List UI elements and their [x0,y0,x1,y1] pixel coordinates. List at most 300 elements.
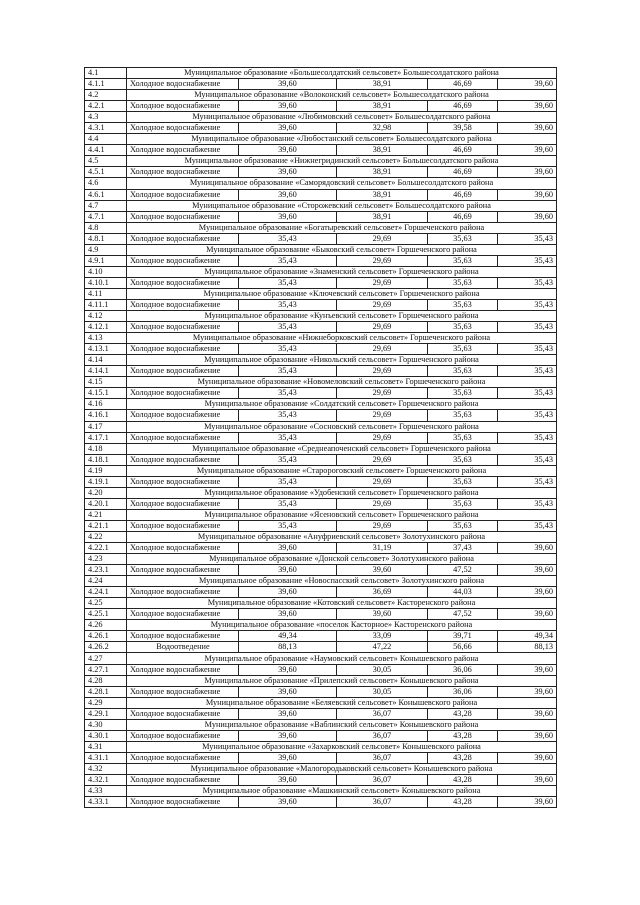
row-number: 4.17.1 [85,432,127,443]
section-number: 4.13 [85,333,127,344]
section-number: 4.20 [85,487,127,498]
section-row [85,443,557,454]
tariff-value: 38,91 [337,145,428,156]
section-row [85,377,557,388]
section-row [85,465,557,476]
tariff-value: 39,60 [498,211,557,222]
tariff-value: 43,28 [428,752,498,763]
tariff-value: 43,28 [428,730,498,741]
tariff-value: 46,69 [428,101,498,112]
tariff-value: 88,13 [239,642,337,653]
section-row [85,134,557,145]
table-row [85,167,557,178]
section-number: 4.22 [85,531,127,542]
section-title: Муниципальное образование «Донской сельсовет» Золотухинского района [127,554,557,565]
tariff-value: 35,63 [428,299,498,310]
tariff-value: 29,69 [337,299,428,310]
service-label: Холодное водоснабжение [127,145,239,156]
section-row [85,200,557,211]
section-title: Муниципальное образование «Машкинский сельсовет» Конышевского района [127,786,557,797]
section-number: 4.31 [85,741,127,752]
row-number: 4.13.1 [85,344,127,355]
tariff-value: 43,28 [428,775,498,786]
section-title: Муниципальное образование «Кунъевский сельсовет» Горшеченского района [127,311,557,322]
table-row [85,145,557,156]
section-number: 4.26 [85,620,127,631]
service-label: Холодное водоснабжение [127,167,239,178]
table-row [85,708,557,719]
tariff-value: 39,60 [239,145,337,156]
section-number: 4.29 [85,697,127,708]
section-number: 4.3 [85,112,127,123]
section-row [85,112,557,123]
section-number: 4.30 [85,719,127,730]
tariff-value: 39,60 [239,167,337,178]
tariff-value: 39,60 [498,752,557,763]
section-title: Муниципальное образование «Прилепский сельсовет» Конышевского района [127,675,557,686]
tariff-value: 35,43 [498,233,557,244]
table-row [85,520,557,531]
section-number: 4.14 [85,355,127,366]
section-title: Муниципальное образование «Богатыревский сельсовет» Горшеченского района [127,222,557,233]
tariff-value: 35,63 [428,388,498,399]
tariff-value: 36,69 [337,587,428,598]
tariff-value: 35,63 [428,322,498,333]
section-number: 4.2 [85,90,127,101]
row-number: 4.7.1 [85,211,127,222]
service-label: Холодное водоснабжение [127,631,239,642]
tariff-value: 29,69 [337,476,428,487]
tariff-value: 30,05 [337,686,428,697]
section-title: Муниципальное образование «Быковский сельсовет» Горшеченского района [127,244,557,255]
table-row [85,366,557,377]
section-row [85,763,557,774]
tariff-value: 35,43 [239,476,337,487]
section-row [85,653,557,664]
tariff-value: 38,91 [337,79,428,90]
section-number: 4.8 [85,222,127,233]
tariff-value: 39,60 [498,565,557,576]
tariff-value: 36,06 [428,686,498,697]
service-label: Холодное водоснабжение [127,388,239,399]
tariff-value: 29,69 [337,520,428,531]
tariff-value: 36,07 [337,730,428,741]
tariff-value: 35,43 [239,498,337,509]
tariff-value: 35,63 [428,366,498,377]
service-label: Холодное водоснабжение [127,255,239,266]
tariff-value: 35,43 [239,410,337,421]
tariff-value: 47,52 [428,565,498,576]
table-row [85,498,557,509]
row-number: 4.24.1 [85,587,127,598]
tariff-value: 39,60 [239,123,337,134]
table-row [85,730,557,741]
row-number: 4.32.1 [85,775,127,786]
section-number: 4.1 [85,68,127,79]
tariff-value: 35,63 [428,476,498,487]
section-row [85,620,557,631]
tariff-value: 35,63 [428,410,498,421]
tariff-value: 46,69 [428,79,498,90]
section-title: Муниципальное образование «Нижнеборковский сельсовет» Горшеченского района [127,333,557,344]
row-number: 4.25.1 [85,609,127,620]
service-label: Холодное водоснабжение [127,565,239,576]
service-label: Холодное водоснабжение [127,344,239,355]
section-number: 4.10 [85,266,127,277]
section-title: Муниципальное образование «Никольский сельсовет» Горшеченского района [127,355,557,366]
table-row [85,775,557,786]
tariff-value: 39,60 [239,543,337,554]
section-number: 4.27 [85,653,127,664]
table-row [85,410,557,421]
tariff-value: 39,60 [498,730,557,741]
row-number: 4.21.1 [85,520,127,531]
tariff-value: 35,43 [498,344,557,355]
section-title: Муниципальное образование «Саморядовский сельсовет» Большесолдатского района [127,178,557,189]
tariff-value: 38,91 [337,101,428,112]
tariff-value: 35,63 [428,432,498,443]
service-label: Холодное водоснабжение [127,752,239,763]
row-number: 4.30.1 [85,730,127,741]
row-number: 4.9.1 [85,255,127,266]
row-number: 4.16.1 [85,410,127,421]
tariff-value: 39,60 [498,167,557,178]
tariff-value: 39,60 [337,565,428,576]
section-number: 4.5 [85,156,127,167]
tariff-value: 29,69 [337,454,428,465]
table-row [85,432,557,443]
tariff-value: 35,63 [428,277,498,288]
section-number: 4.23 [85,554,127,565]
section-title: Муниципальное образование «Ануфриевский сельсовет» Золотухинского района [127,531,557,542]
tariff-value: 39,60 [239,752,337,763]
row-number: 4.3.1 [85,123,127,134]
tariff-value: 39,60 [498,686,557,697]
tariff-value: 35,43 [498,476,557,487]
section-title: Муниципальное образование «Ясеновский сельсовет» Горшеченского района [127,509,557,520]
tariff-value: 35,43 [498,498,557,509]
tariff-value: 39,60 [239,211,337,222]
tariff-value: 39,60 [498,79,557,90]
tariff-value: 39,60 [239,797,337,808]
tariff-value: 56,66 [428,642,498,653]
table-row [85,797,557,808]
tariff-value: 39,60 [239,775,337,786]
row-number: 4.5.1 [85,167,127,178]
section-row [85,719,557,730]
tariff-value: 39,71 [428,631,498,642]
section-title: Муниципальное образование «Нижнегридинский сельсовет» Большесолдатского района [127,156,557,167]
tariff-value: 39,60 [239,708,337,719]
tariff-value: 35,63 [428,233,498,244]
section-row [85,68,557,79]
table-row [85,631,557,642]
table-row [85,543,557,554]
tariff-value: 36,06 [428,664,498,675]
row-number: 4.33.1 [85,797,127,808]
tariff-value: 35,63 [428,255,498,266]
tariff-value: 39,60 [498,609,557,620]
tariff-value: 35,43 [239,366,337,377]
tariff-value: 35,43 [498,255,557,266]
tariff-value: 49,34 [498,631,557,642]
tariff-value: 46,69 [428,211,498,222]
tariff-table [84,67,557,808]
row-number: 4.19.1 [85,476,127,487]
service-label: Холодное водоснабжение [127,775,239,786]
table-row [85,752,557,763]
row-number: 4.26.1 [85,631,127,642]
tariff-value: 38,91 [337,211,428,222]
service-label: Холодное водоснабжение [127,543,239,554]
tariff-value: 39,60 [498,587,557,598]
section-row [85,90,557,101]
section-title: Муниципальное образование «Наумовский сельсовет» Конышевского района [127,653,557,664]
section-row [85,156,557,167]
section-number: 4.6 [85,178,127,189]
tariff-value: 35,43 [498,366,557,377]
tariff-value: 39,60 [337,609,428,620]
section-row [85,554,557,565]
section-row [85,675,557,686]
tariff-value: 39,60 [239,587,337,598]
tariff-value: 35,43 [239,454,337,465]
tariff-value: 35,43 [239,277,337,288]
section-number: 4.12 [85,311,127,322]
row-number: 4.10.1 [85,277,127,288]
service-label: Холодное водоснабжение [127,189,239,200]
table-row [85,642,557,653]
table-row [85,189,557,200]
section-number: 4.28 [85,675,127,686]
service-label: Холодное водоснабжение [127,797,239,808]
tariff-value: 47,52 [428,609,498,620]
tariff-value: 44,03 [428,587,498,598]
service-label: Холодное водоснабжение [127,476,239,487]
tariff-value: 35,43 [239,388,337,399]
row-number: 4.8.1 [85,233,127,244]
tariff-value: 35,43 [498,277,557,288]
service-label: Холодное водоснабжение [127,609,239,620]
tariff-value: 29,69 [337,277,428,288]
tariff-value: 35,43 [239,344,337,355]
tariff-value: 35,43 [239,432,337,443]
tariff-value: 46,69 [428,189,498,200]
section-title: Муниципальное образование «Малогородьковский сельсовет» Конышевского района [127,763,557,774]
section-row [85,244,557,255]
section-number: 4.24 [85,576,127,587]
tariff-value: 39,60 [498,664,557,675]
section-number: 4.7 [85,200,127,211]
service-label: Холодное водоснабжение [127,366,239,377]
section-title: Муниципальное образование «поселок Касторное» Касторенского района [127,620,557,631]
section-title: Муниципальное образование «Любимовский сельсовет» Большесолдатского района [127,112,557,123]
tariff-value: 39,60 [498,708,557,719]
service-label: Холодное водоснабжение [127,708,239,719]
service-label: Холодное водоснабжение [127,454,239,465]
tariff-value: 39,60 [498,101,557,112]
tariff-value: 39,60 [498,775,557,786]
table-row [85,299,557,310]
section-title: Муниципальное образование «Котовский сельсовет» Касторенского района [127,598,557,609]
section-title: Муниципальное образование «Сосновский сельсовет» Горшеченского района [127,421,557,432]
section-row [85,576,557,587]
row-number: 4.29.1 [85,708,127,719]
section-row [85,786,557,797]
tariff-table-body [85,68,557,808]
table-row [85,388,557,399]
tariff-value: 46,69 [428,167,498,178]
service-label: Холодное водоснабжение [127,233,239,244]
section-title: Муниципальное образование «Сторожевский сельсовет» Большесолдатского района [127,200,557,211]
section-row [85,399,557,410]
tariff-value: 29,69 [337,432,428,443]
row-number: 4.23.1 [85,565,127,576]
tariff-value: 35,43 [498,322,557,333]
tariff-value: 39,60 [498,543,557,554]
section-row [85,311,557,322]
tariff-value: 32,98 [337,123,428,134]
tariff-value: 39,60 [239,609,337,620]
tariff-value: 39,60 [498,123,557,134]
tariff-value: 29,69 [337,366,428,377]
section-number: 4.4 [85,134,127,145]
table-row [85,686,557,697]
section-row [85,421,557,432]
tariff-value: 29,69 [337,388,428,399]
service-label: Холодное водоснабжение [127,587,239,598]
service-label: Холодное водоснабжение [127,211,239,222]
section-row [85,697,557,708]
tariff-value: 29,69 [337,498,428,509]
tariff-value: 39,60 [239,101,337,112]
tariff-value: 35,43 [239,233,337,244]
tariff-value: 39,60 [498,797,557,808]
tariff-value: 43,28 [428,797,498,808]
tariff-value: 39,60 [239,664,337,675]
table-row [85,587,557,598]
tariff-value: 88,13 [498,642,557,653]
table-row [85,664,557,675]
tariff-value: 29,69 [337,255,428,266]
service-label: Холодное водоснабжение [127,664,239,675]
service-label: Холодное водоснабжение [127,730,239,741]
tariff-value: 31,19 [337,543,428,554]
row-number: 4.22.1 [85,543,127,554]
table-row [85,255,557,266]
section-title: Муниципальное образование «Среднеапоченский сельсовет» Горшеченского района [127,443,557,454]
tariff-value: 35,63 [428,498,498,509]
section-number: 4.17 [85,421,127,432]
service-label: Холодное водоснабжение [127,686,239,697]
section-number: 4.18 [85,443,127,454]
section-title: Муниципальное образование «Новоспасский сельсовет» Золотухинского района [127,576,557,587]
section-title: Муниципальное образование «Старороговский сельсовет» Горшеченского района [127,465,557,476]
section-title: Муниципальное образование «Новомеловский сельсовет» Горшеченского района [127,377,557,388]
table-row [85,233,557,244]
table-row [85,322,557,333]
service-label: Водоотведение [127,642,239,653]
table-row [85,476,557,487]
tariff-value: 49,34 [239,631,337,642]
tariff-value: 29,69 [337,344,428,355]
tariff-value: 35,63 [428,454,498,465]
section-number: 4.32 [85,763,127,774]
tariff-value: 35,43 [498,520,557,531]
table-row [85,454,557,465]
row-number: 4.27.1 [85,664,127,675]
row-number: 4.31.1 [85,752,127,763]
section-title: Муниципальное образование «Ключевский сельсовет» Горшеченского района [127,288,557,299]
table-row [85,565,557,576]
table-row [85,123,557,134]
section-row [85,509,557,520]
section-title: Муниципальное образование «Беляевский сельсовет» Конышевского района [127,697,557,708]
service-label: Холодное водоснабжение [127,277,239,288]
section-number: 4.11 [85,288,127,299]
tariff-value: 36,07 [337,708,428,719]
tariff-value: 29,69 [337,322,428,333]
tariff-value: 38,91 [337,189,428,200]
table-row [85,211,557,222]
section-title: Муниципальное образование «Ваблинский сельсовет» Конышевского района [127,719,557,730]
row-number: 4.20.1 [85,498,127,509]
tariff-value: 39,60 [239,686,337,697]
tariff-value: 35,63 [428,344,498,355]
tariff-value: 35,43 [239,299,337,310]
section-row [85,178,557,189]
tariff-value: 29,69 [337,410,428,421]
tariff-value: 39,60 [239,79,337,90]
section-row [85,288,557,299]
section-title: Муниципальное образование «Захарковский сельсовет» Конышевского района [127,741,557,752]
section-row [85,333,557,344]
section-number: 4.16 [85,399,127,410]
section-number: 4.25 [85,598,127,609]
row-number: 4.4.1 [85,145,127,156]
tariff-value: 39,60 [239,565,337,576]
row-number: 4.6.1 [85,189,127,200]
tariff-value: 39,60 [498,189,557,200]
section-row [85,531,557,542]
row-number: 4.12.1 [85,322,127,333]
tariff-value: 29,69 [337,233,428,244]
tariff-value: 35,43 [498,432,557,443]
row-number: 4.2.1 [85,101,127,112]
section-title: Муниципальное образование «Большесолдатский сельсовет» Большесолдатского района [127,68,557,79]
row-number: 4.14.1 [85,366,127,377]
section-title: Муниципальное образование «Любостанский сельсовет» Большесолдатского района [127,134,557,145]
service-label: Холодное водоснабжение [127,410,239,421]
tariff-value: 43,28 [428,708,498,719]
tariff-value: 39,58 [428,123,498,134]
tariff-value: 35,43 [239,255,337,266]
table-row [85,277,557,288]
section-title: Муниципальное образование «Знаменский сельсовет» Горшеченского района [127,266,557,277]
section-number: 4.21 [85,509,127,520]
tariff-value: 35,43 [239,322,337,333]
service-label: Холодное водоснабжение [127,432,239,443]
row-number: 4.11.1 [85,299,127,310]
section-number: 4.19 [85,465,127,476]
section-title: Муниципальное образование «Удобенский сельсовет» Горшеченского района [127,487,557,498]
service-label: Холодное водоснабжение [127,79,239,90]
row-number: 4.15.1 [85,388,127,399]
tariff-value: 38,91 [337,167,428,178]
service-label: Холодное водоснабжение [127,520,239,531]
tariff-value: 33,09 [337,631,428,642]
tariff-value: 39,60 [239,730,337,741]
